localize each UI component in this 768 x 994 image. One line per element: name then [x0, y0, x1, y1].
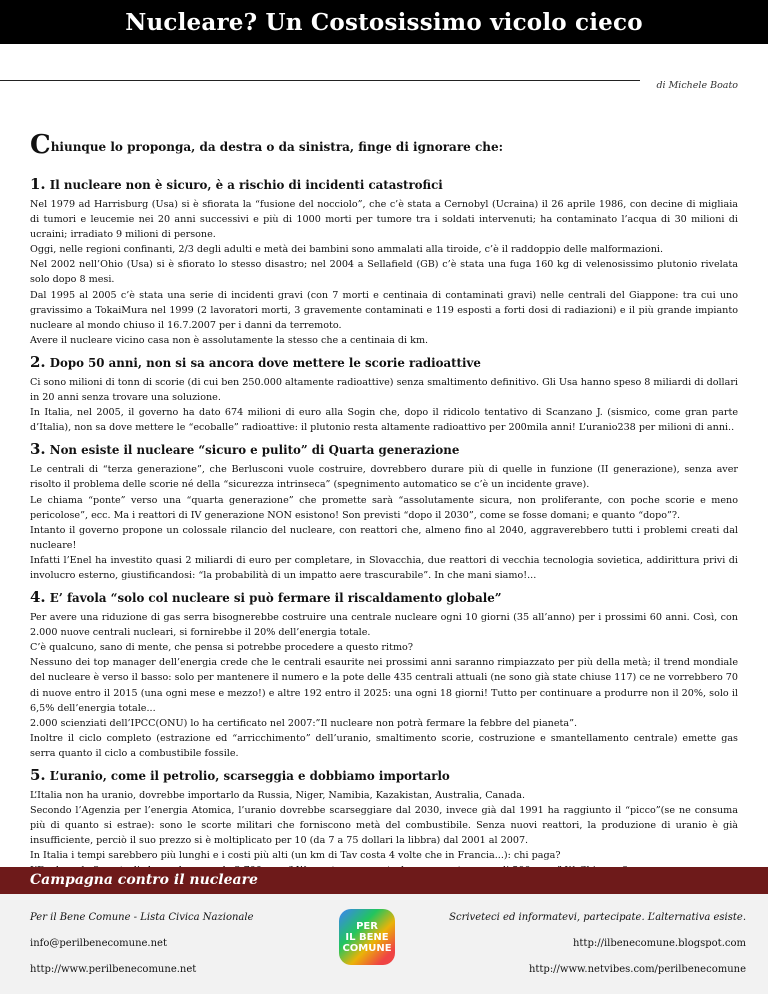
- paragraph: Le centrali di “terza generazione”, che Berlusconi vuole costruire, dovrebbero durare più di quelle in funzione (II generazione), senza aver risolto il problema delle scorie né della “sicurezza intrinseca” (spegnimento automatico se c’è un incidente grave).: [30, 464, 738, 491]
- paragraph: Nel 2002 nell’Ohio (Usa) si è sfiorato lo stesso disastro; nel 2004 a Sellafield (GB) c’è stata una fuga 160 kg di velenosissimo plutonio rivelata solo dopo 8 mesi.: [30, 259, 738, 286]
- paragraph: Oggi, nelle regioni confinanti, 2/3 degli adulti e metà dei bambini sono ammalati alla tiroide, c’è il raddoppio delle malformazioni.: [30, 244, 664, 256]
- footer-website-link[interactable]: http://www.perilbenecomune.net: [30, 964, 197, 975]
- footer-email-link[interactable]: info@perilbenecomune.net: [30, 938, 167, 949]
- paragraph: Secondo l’Agenzia per l’energia Atomica, l’uranio dovrebbe scarseggiare dal 2030, invece già dal 1991 ha raggiunto il “picco”(se ne consuma più di quanto si estrae): sono le scorte militari che forniscono metà del combustibile. Senza nuovi reattori, la produzione di uranio è già insufficiente, perciò il suo prezzo si è moltiplicato per 10 (da 7 a 75 dollari la libbra) dal 2001 al 2007.: [30, 805, 738, 847]
- section-1: [30, 176, 738, 348]
- paragraph: Intanto il governo propone un colossale rilancio del nucleare, con reattori che, almeno fino al 2040, aggraverebbero tutti i problemi creati dal nucleare!: [30, 524, 738, 551]
- paragraph: Ci sono milioni di tonn di scorie (di cui ben 250.000 altamente radioattive) senza smaltimento definitivo. Gli Usa hanno speso 8 miliardi di dollari in 20 anni senza trovare una soluzione.: [30, 376, 738, 404]
- section-2: [30, 354, 738, 435]
- footer-blog-link[interactable]: http://ilbenecomune.blogspot.com: [572, 938, 746, 949]
- footer-tagline: Scriveteci ed informatevi, partecipate. L’alternativa esiste.: [449, 912, 746, 923]
- author-rule: [0, 80, 640, 81]
- author-byline: di Michele Boato: [656, 80, 738, 91]
- section-heading: [30, 767, 738, 784]
- section-title: E’ favola “solo col nucleare si può fermare il riscaldamento globale”: [49, 591, 502, 606]
- paragraph: In Italia, nel 2005, il governo ha dato 674 milioni di euro alla Sogin che, dopo il ridicolo tentativo di Scanzano J. (sismico, come gran parte d’Italia), non sa dove mettere le “ecoballe” radioattive: il plutonio resta altamente radioattivo per 200mila anni! L’uranio238 per milioni di anni..: [30, 407, 738, 434]
- drop-cap: C: [30, 130, 51, 160]
- logo-line: COMUNE: [342, 942, 392, 954]
- section-3: [30, 441, 738, 583]
- section-5: [30, 767, 738, 879]
- article-body: [30, 176, 738, 885]
- campaign-banner: [0, 867, 768, 894]
- section-text: [30, 462, 738, 583]
- page-title: Nucleare? Un Costosissimo vicolo cieco: [125, 8, 643, 36]
- footer-netvibes-link[interactable]: http://www.netvibes.com/perilbenecomune: [528, 964, 746, 975]
- logo-line: IL BENE: [345, 931, 389, 943]
- paragraph: Nessuno dei top manager dell’energia crede che le centrali esaurite nei prossimi anni saranno rimpiazzato per più della metà; il trend mondiale del nucleare è verso il basso: solo per mantenere il numero e la pote delle 435 centrali attuali (ne sono già state chiuse 117) ce ne vorrebbero 70 di nuove entro il 2015 (una ogni mese e mezzo!) e altre 192 entro il 2025: una ogni 18 giorni! Tutto per continuare a produrre non il 20%, solo il 6,5% dell’energia totale...: [30, 657, 738, 714]
- logo-line: PER: [356, 920, 378, 932]
- section-number: 2.: [30, 352, 46, 371]
- paragraph: In Italia i tempi sarebbero più lunghi e i costi più alti (un km di Tav costa 4 volte che in Francia...): chi paga?: [30, 850, 561, 862]
- section-number: 4.: [30, 588, 46, 607]
- section-4: [30, 589, 738, 761]
- section-number: 1.: [30, 175, 46, 193]
- section-number: 5.: [30, 766, 46, 784]
- section-title: L’uranio, come il petrolio, scarseggia e dobbiamo importarlo: [49, 769, 450, 783]
- section-text: [30, 610, 738, 761]
- paragraph: 2.000 scienziati dell’IPCC(ONU) lo ha certificato nel 2007:”Il nucleare non potrà fermare la febbre del pianeta”.: [30, 717, 578, 729]
- paragraph: Infatti l’Enel ha investito quasi 2 miliardi di euro per completare, in Slovacchia, due reattori di vecchia tecnologia sovietica, addirittura privi di involucro esterno, giustificandosi: “la probabilità di un impatto aere trascurabile”. In che mani siamo!...: [30, 554, 738, 581]
- paragraph: Nel 1979 ad Harrisburg (Usa) si è sfiorata la “fusione del nocciolo”, che c’è stata a Cernobyl (Ucraina) il 26 aprile 1986, con decine di migliaia di tumori e leucemie nei 20 anni successivi e più di 1000 morti per tumore tra i soldati intervenuti; ha contaminato l’acqua di 30 milioni di ucraini; irradiato 9 milioni di persone.: [30, 199, 738, 241]
- paragraph: Dal 1995 al 2005 c’è stata una serie di incidenti gravi (con 7 morti e centinaia di contaminati gravi) nelle centrali del Giappone: tra cui uno gravissimo a TokaiMura nel 1999 (2 lavoratori morti, 3 gravemente contaminati e 119 esposti a forti dosi di radiazioni) e il più grande impianto nucleare al mondo chiuso il 16.7.2007 per i danni da terremoto.: [30, 289, 738, 331]
- paragraph: Inoltre il ciclo completo (estrazione ed “arricchimento” dell’uranio, smaltimento scorie, costruzione e smantellamento centrale) emette gas serra quanto il ciclo a combustibile fossile.: [30, 732, 738, 759]
- paragraph: L’Italia non ha uranio, dovrebbe importarlo da Russia, Niger, Namibia, Kazakistan, Australia, Canada.: [30, 790, 526, 801]
- section-number: 3.: [30, 440, 46, 459]
- paragraph: Per avere una riduzione di gas serra bisognerebbe costruire una centrale nucleare ogni 10 giorni (35 all’anno) per i prossimi 60 anni. Così, con 2.000 nuove centrali nucleari, si fornirebbe il 20% dell’energia totale.: [30, 612, 738, 639]
- lead-sentence: [30, 132, 750, 158]
- campaign-title: Campagna contro il nucleare: [30, 872, 258, 888]
- paragraph: Avere il nucleare vicino casa non è assolutamente la stesso che a centinaia di km.: [30, 334, 429, 346]
- section-title: Il nucleare non è sicuro, è a rischio di incidenti catastrofici: [49, 178, 443, 192]
- per-il-bene-comune-logo: [339, 909, 395, 965]
- section-heading: [30, 354, 738, 371]
- title-bar: [0, 0, 768, 44]
- section-heading: [30, 176, 738, 193]
- section-title: Non esiste il nucleare “sicuro e pulito” di Quarta generazione: [49, 443, 460, 458]
- lead-text: hiunque lo proponga, da destra o da sinistra, finge di ignorare che:: [50, 140, 504, 154]
- section-heading: [30, 589, 738, 606]
- paragraph: Le chiama “ponte” verso una “quarta generazione” che promette sarà “assolutamente sicura, non proliferante, con poche scorie e meno pericolose”, ecc. Ma i reattori di IV generazione NON esistono! Son previsti “dopo il 2030”, come se fosse domani; e quanto “dopo”?.: [30, 494, 738, 521]
- section-text: [30, 788, 738, 879]
- section-text: [30, 197, 738, 348]
- section-heading: [30, 441, 738, 458]
- footer-organization: Per il Bene Comune - Lista Civica Nazionale: [30, 912, 254, 923]
- paragraph: C’è qualcuno, sano di mente, che pensa si potrebbe procedere a questo ritmo?: [30, 642, 413, 654]
- section-title: Dopo 50 anni, non si sa ancora dove mettere le scorie radioattive: [49, 355, 481, 370]
- section-text: [30, 375, 738, 435]
